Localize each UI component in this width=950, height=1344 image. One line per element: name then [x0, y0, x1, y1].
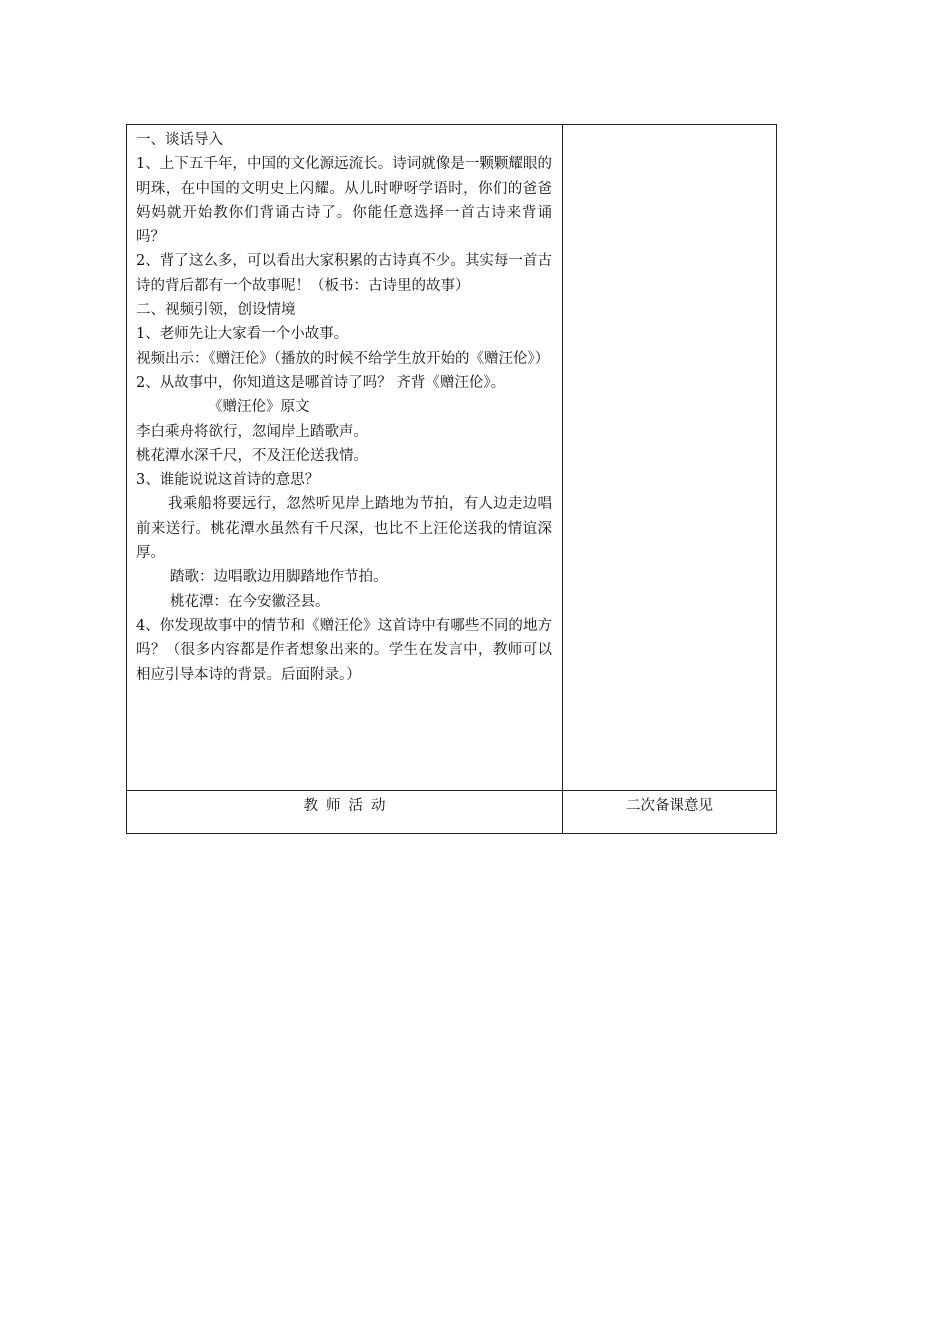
- teacher-activity-content: [127, 125, 563, 791]
- paragraph-5: 2、从故事中，你知道这是哪首诗了吗？ 齐背《赠汪伦》。: [136, 374, 506, 391]
- section-heading-video: 二、视频引领，创设情境: [136, 302, 296, 319]
- second-prep-label: 二次备课意见: [626, 798, 713, 814]
- content-row: [127, 125, 777, 791]
- note-taohuatan: 桃花潭：在今安徽泾县。: [170, 593, 330, 610]
- teacher-activity-label-cell: [127, 791, 563, 834]
- paragraph-4: 视频出示：《赠汪伦》（播放的时候不给学生放开始的《赠汪伦》）: [136, 350, 550, 367]
- section-heading-intro: 一、谈话导入: [136, 132, 223, 148]
- poem-line-2: 桃花潭水深千尺，不及汪伦送我情。: [136, 447, 368, 464]
- second-prep-label-cell: [563, 791, 777, 834]
- paragraph-2: 2、背了这么多，可以看出大家积累的古诗真不少。其实每一首古诗的背后都有一个故事呢！（板书：古诗里的故事）: [136, 253, 552, 294]
- paragraph-7: 我乘船将要远行，忽然听见岸上踏地为节拍，有人边走边唱前来送行。桃花潭水虽然有千尺深，也比不上汪伦送我的情谊深厚。: [136, 496, 552, 562]
- footer-row: [127, 791, 777, 834]
- paragraph-3: 1、老师先让大家看一个小故事。: [136, 326, 349, 343]
- lesson-plan-table: [126, 124, 777, 834]
- paragraph-6: 3、谁能说说这首诗的意思？: [136, 472, 320, 489]
- poem-title: 《赠汪伦》原文: [208, 399, 310, 416]
- paragraph-8: 4、你发现故事中的情节和《赠汪伦》这首诗中有哪些不同的地方吗？（很多内容都是作者想象出来的。学生在发言中，教师可以相应引导本诗的背景。后面附录。）: [136, 617, 552, 683]
- paragraph-1: 1、上下五千年，中国的文化源远流长。诗词就像是一颗颗耀眼的明珠，在中国的文明史上闪耀。从儿时咿呀学语时，你们的爸爸妈妈就开始教你们背诵古诗了。你能任意选择一首古诗来背诵吗？: [136, 156, 552, 246]
- teacher-activity-label: 教师活动: [303, 798, 394, 814]
- poem-line-1: 李白乘舟将欲行，忽闻岸上踏歌声。: [136, 423, 368, 440]
- note-tage: 踏歌：边唱歌边用脚踏地作节拍。: [170, 569, 388, 586]
- second-prep-content: [563, 125, 777, 791]
